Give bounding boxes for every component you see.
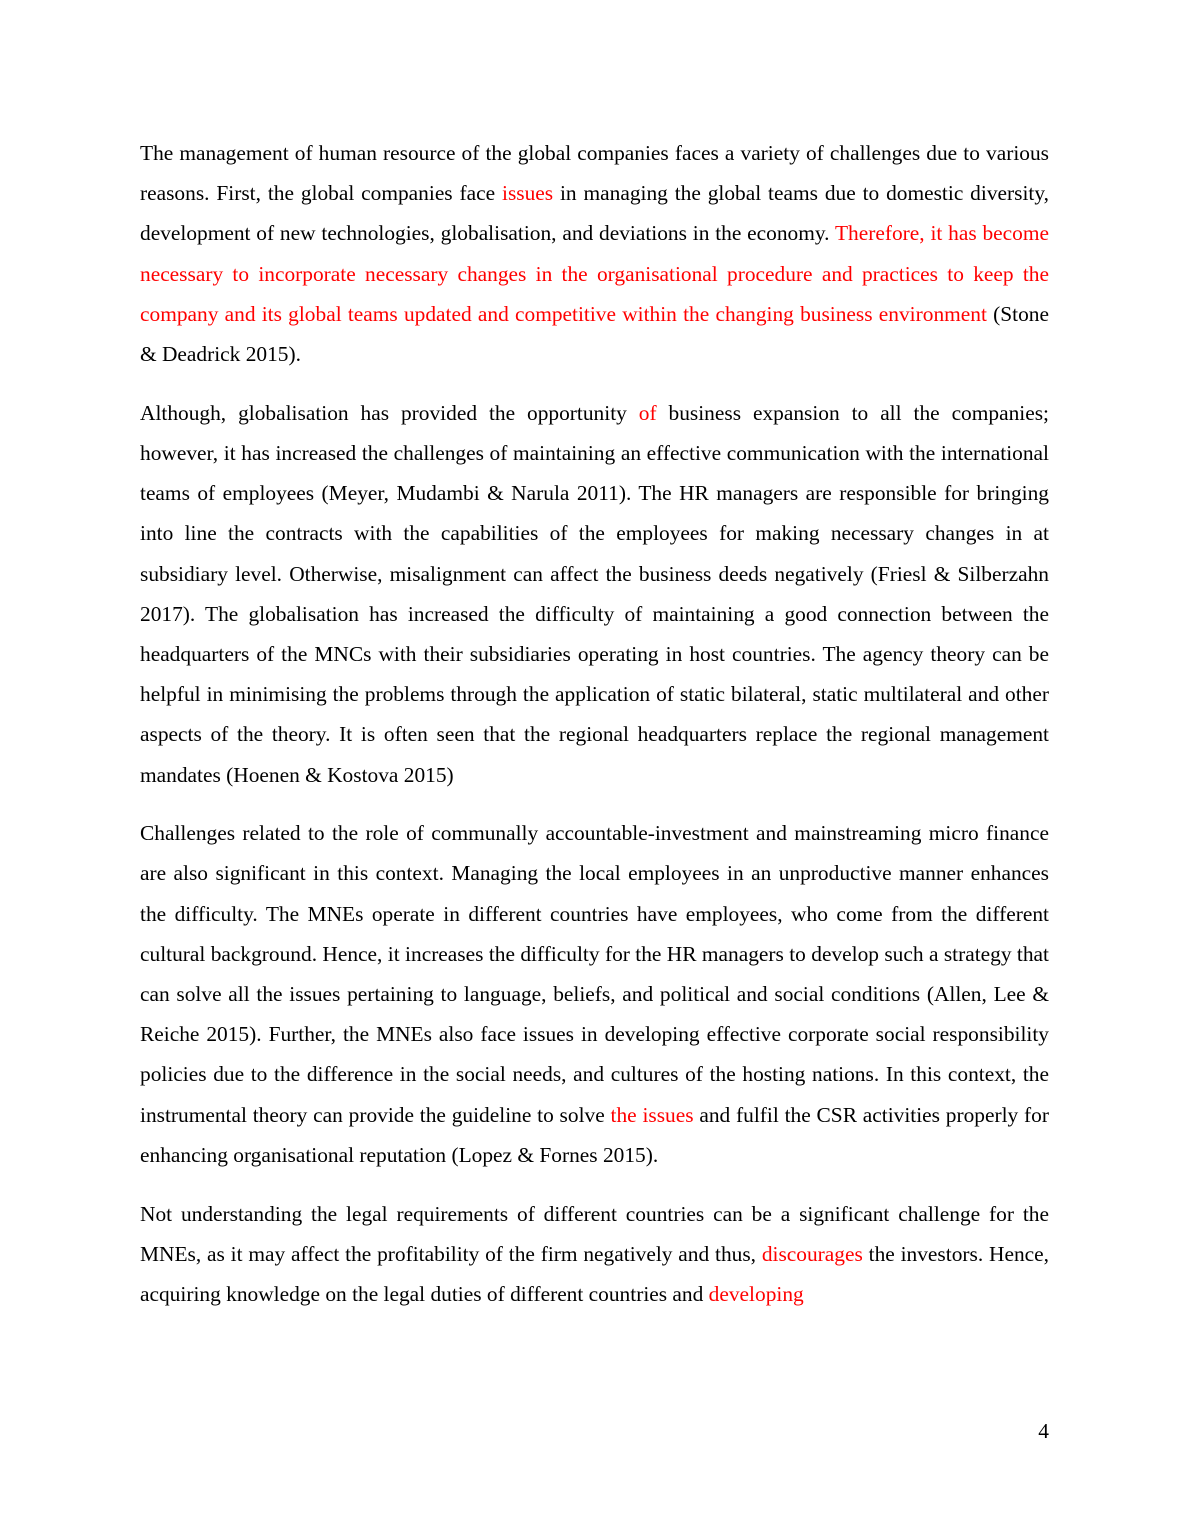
paragraph-text: and fulfil the CSR activities properly for enhancing organisational reputation (Lopez & Fornes 2015). — [140, 1102, 1049, 1167]
paragraph-text: the investors. Hence, acquiring knowledge on the legal duties of different countries and — [140, 1241, 1049, 1306]
paragraph-text: The management of human resource of the global companies faces a variety of challenges due to various reasons. First, the global companies face — [140, 141, 1049, 206]
paragraph-text: Although, globalisation has provided the opportunity — [140, 400, 639, 425]
document-body — [140, 133, 1049, 1333]
page-number: 4 — [1038, 1419, 1049, 1443]
paragraph-text: business expansion to all the companies; however, it has increased the challenges of maintaining an effective communication with the international teams of employees (Meyer, Mudambi & Narula 2011). The HR managers are responsible for bringing into line the contracts with the capabilities of the employees for making necessary changes in at subsidiary level. Otherwise, misalignment can affect the business deeds negatively (Friesl & Silberzahn 2017). The globalisation has increased the difficulty of maintaining a good connection between the headquarters of the MNCs with their subsidiaries operating in host countries. The agency theory can be helpful in minimising the problems through the application of static bilateral, static multilateral and other aspects of the theory. It is often seen that the regional headquarters replace the regional management mandates (Hoenen & Kostova 2015) — [140, 400, 1049, 787]
paragraph-text: (Stone & Deadrick 2015). — [140, 301, 1049, 367]
highlighted-text: issues — [502, 181, 554, 206]
paragraph-text: Not understanding the legal requirements of different countries can be a significant challenge for the MNEs, as it may affect the profitability of the firm negatively and thus, — [140, 1201, 1049, 1266]
highlighted-text: of — [638, 400, 657, 425]
paragraph-3 — [140, 813, 1049, 1175]
paragraph-text: in managing the global teams due to domestic diversity, development of new technologies, globalisation, and deviations in the economy. — [140, 181, 1050, 246]
highlighted-text: discourages — [761, 1241, 863, 1266]
paragraph-4 — [140, 1194, 1049, 1315]
highlighted-text: Therefore, it has become necessary to incorporate necessary changes in the organisational procedure and practices to keep the company and its global teams updated and competitive within the changing business environment — [140, 221, 1049, 326]
paragraph-1 — [140, 133, 1049, 374]
paragraph-text: Challenges related to the role of communally accountable-investment and mainstreaming micro finance are also significant in this context. Managing the local employees in an unproductive manner enhances the difficulty. The MNEs operate in different countries have employees, who come from the different cultural background. Hence, it increases the difficulty for the HR managers to develop such a strategy that can solve all the issues pertaining to language, beliefs, and political and social conditions (Allen, Lee & Reiche 2015). Further, the MNEs also face issues in developing effective corporate social responsibility policies due to the difference in the social needs, and cultures of the hosting nations. In this context, the instrumental theory can provide the guideline to solve — [140, 821, 1049, 1127]
highlighted-text: the issues — [610, 1102, 694, 1127]
highlighted-text: developing — [708, 1281, 804, 1306]
paragraph-2 — [140, 393, 1049, 795]
